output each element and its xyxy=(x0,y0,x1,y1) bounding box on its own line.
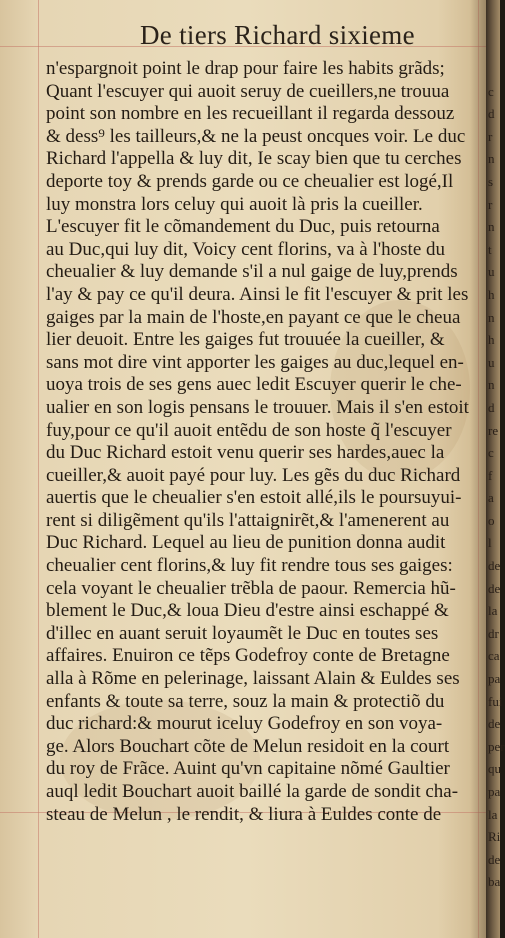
facing-page-fragment: l xyxy=(488,535,492,551)
facing-page-fragment: h xyxy=(488,332,495,348)
facing-page-fragment: qu xyxy=(488,761,501,777)
text-line: duc richard:& mourut iceluy Godefroy en son voya- xyxy=(46,713,443,735)
text-line: cheualier & luy demande s'il a nul gaige de luy,prends xyxy=(46,261,458,283)
facing-page-fragment: de xyxy=(488,580,501,596)
text-line: enfants & toute sa terre, souz la main & protectiõ du xyxy=(46,690,445,712)
facing-page-fragment: la xyxy=(488,603,498,619)
facing-page-fragment: Ri xyxy=(488,829,501,845)
facing-page-fragment: re xyxy=(488,422,499,438)
facing-page-fragment: c xyxy=(488,83,494,99)
facing-page-fragment: d xyxy=(488,399,495,415)
facing-page-fragment: de xyxy=(488,716,501,732)
text-line: auertis que le cheualier s'en estoit allé,ils le poursuyui- xyxy=(46,487,462,509)
text-line: & dess⁹ les tailleurs,& ne la peust oncques voir. Le duc xyxy=(46,125,466,147)
text-line: uoya trois de ses gens auec ledit Escuyer querir le che- xyxy=(46,374,462,396)
facing-page-fragment: ca xyxy=(488,648,500,664)
text-line: luy monstra lors celuy qui auoit là pris la cueiller. xyxy=(46,193,423,215)
facing-page-fragment: dr xyxy=(488,625,499,641)
text-line: l'ay & pay ce qu'il deura. Ainsi le fit l'escuyer & prit les xyxy=(46,283,469,305)
facing-page-fragment: per xyxy=(488,738,505,754)
text-line: blement le Duc,& loua Dieu d'estre ainsi eschappé & xyxy=(46,600,449,622)
text-line: point son nombre en les recueillant il regarda dessouz xyxy=(46,103,455,125)
text-line: cheualier cent florins,& luy fit rendre tous ses gaiges: xyxy=(46,555,453,577)
text-line: ualier en son logis pensans le trouuer. Mais il s'en estoit xyxy=(46,396,469,418)
text-line: L'escuyer fit le cõmandement du Duc, puis retourna xyxy=(46,216,440,238)
facing-page-fragment: n xyxy=(488,377,495,393)
text-line: Quant l'escuyer qui auoit seruy de cueillers,ne trouua xyxy=(46,80,450,102)
text-line: fuy,pour ce qu'il auoit entẽdu de son hoste q̃ l'escuyer xyxy=(46,419,452,441)
text-line: alla à Rõme en pelerinage, laissant Alain & Euldes ses xyxy=(46,668,460,690)
facing-page-fragment: de xyxy=(488,558,501,574)
text-line: deporte toy & prends garde ou ce cheualier est logé,Il xyxy=(46,170,454,192)
text-line: lier deuoit. Entre les gaiges fut trouuée la cueiller, & xyxy=(46,329,445,351)
facing-page-fragment: n xyxy=(488,309,495,325)
facing-page-fragment: u xyxy=(488,354,495,370)
facing-page-fragment: pa xyxy=(488,671,501,687)
text-line: ge. Alors Bouchart cõte de Melun residoit en la court xyxy=(46,735,450,757)
facing-page-fragment: h xyxy=(488,286,495,302)
text-line: Richard l'appella & luy dit, Ie scay bien que tu cerches xyxy=(46,148,462,170)
facing-page-fragment: u xyxy=(488,264,495,280)
facing-page-fragment: ba xyxy=(488,874,501,890)
facing-page-fragments xyxy=(488,58,505,894)
text-line: auql ledit Bouchart auoit baillé la garde de sondit cha- xyxy=(46,781,459,802)
text-line: Duc Richard. Lequel au lieu de punition donna audit xyxy=(46,532,446,554)
facing-page-fragment: pa xyxy=(488,784,501,799)
margin-rule-left xyxy=(38,0,39,938)
facing-page-fragment: a xyxy=(488,490,494,506)
facing-page-fragment xyxy=(488,58,500,81)
page-gutter-shadow xyxy=(470,0,486,938)
facing-page-fragment: r xyxy=(488,128,493,144)
facing-page-fragment: r xyxy=(488,196,493,212)
text-line: du roy de Frãce. Auint qu'vn capitaine nõmé Gaultier xyxy=(46,758,450,780)
body-text xyxy=(46,58,484,826)
text-line: rent si diligẽment qu'ils l'attaignirẽt,& l'amenerent au xyxy=(46,509,450,531)
facing-page-fragment: n xyxy=(488,219,495,235)
text-line: du Duc Richard estoit venu querir ses hardes,auec la xyxy=(46,442,445,464)
facing-page-fragment: s xyxy=(488,173,494,189)
text-line: n'espargnoit point le drap pour faire les habits grãds; xyxy=(46,58,445,79)
facing-page-fragment: n xyxy=(488,151,495,167)
text-line: au Duc,qui luy dit, Voicy cent florins, va à l'hoste du xyxy=(46,238,446,260)
facing-page-fragment: f xyxy=(488,467,493,483)
text-line: d'illec en auant seruit loyaumẽt le Duc en toutes ses xyxy=(46,622,439,644)
text-line: affaires. Enuiron ce tẽps Godefroy conte de Bretagne xyxy=(46,645,450,667)
facing-page-fragment: de xyxy=(488,851,501,867)
running-head: De tiers Richard sixieme xyxy=(140,20,415,50)
facing-page-fragment: t xyxy=(488,241,492,257)
facing-page-fragment: la xyxy=(488,806,498,822)
text-line: cueiller,& auoit payé pour luy. Les gẽs du duc Richard xyxy=(46,464,461,486)
facing-page-fragment: d xyxy=(488,106,495,122)
text-line: sans mot dire vint apporter les gaiges au duc,lequel en- xyxy=(46,351,464,373)
facing-page-fragment: c xyxy=(488,445,494,461)
facing-page-fragment: o xyxy=(488,512,495,528)
facing-page-fragment: fui xyxy=(488,693,503,709)
text-line: gaiges par la main de l'hoste,en payant ce que le cheua xyxy=(46,306,461,328)
text-line: cela voyant le cheualier trẽbla de paour. Remercia hũ- xyxy=(46,577,456,599)
text-line: steau de Melun , le rendit, & liura à Euldes conte de xyxy=(46,803,442,825)
